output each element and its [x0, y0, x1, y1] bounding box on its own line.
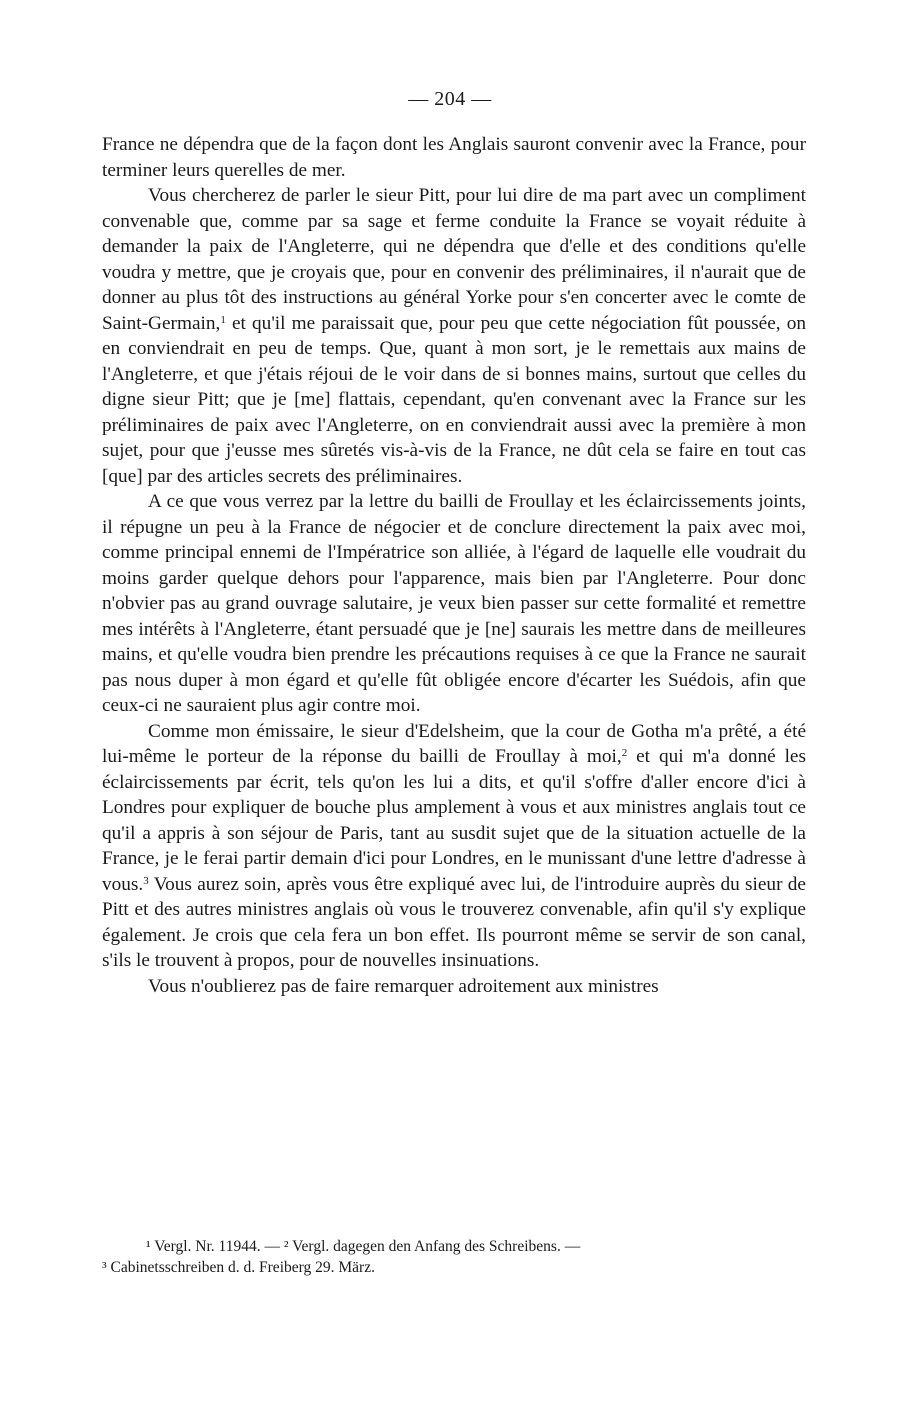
- paragraph: [102, 489, 806, 719]
- body-text: [102, 132, 806, 999]
- paragraph: [102, 183, 806, 489]
- footnote-marker: 1: [220, 313, 226, 326]
- page-number: — 204 —: [408, 88, 492, 110]
- text-run: et qu'il me paraissait que, pour peu que cette négociation fût poussée, on en conviendrait en peu de temps. Que, quant à mon sort, je le remettais aux mains de l'Angleterre, et que j'étais réjoui de le voir dans de si bonnes mains, surtout que celles du digne sieur Pitt; que je [me] flattais, cependant, qu'en convenant avec la France sur les préliminaires de paix avec l'Angleterre, on en conviendrait aussi avec la première à mon sujet, pour que j'eusse mes sûretés vis-à-vis de la France, ne dût cela se faire en tout cas [que] par des articles secrets des préliminaires.: [102, 312, 806, 487]
- text-run: Vous aurez soin, après vous être expliqué avec lui, de l'introduire auprès du sieur de Pitt et des autres ministres anglais où vous le trouverez convenable, afin qu'il s'y explique également. Je crois que cela fera un bon effet. Ils pourront même se servir de son canal, s'ils le trouvent à propos, pour de nouvelles insinuations.: [102, 873, 806, 971]
- text-run: A ce que vous verrez par la lettre du bailli de Froullay et les éclaircissements joints, il répugne un peu à la France de négocier et de conclure directement la paix avec moi, comme principal ennemi de l'Impératrice son alliée, à l'égard de laquelle elle voudrait du moins garder quelque dehors pour l'apparence, mais bien par l'Angleterre. Pour donc n'obvier pas au grand ouvrage salutaire, je veux bien passer sur cette formalité et remettre mes intérêts à l'Angleterre, étant persuadé que je [ne] saurais les mettre dans de meilleures mains, et qu'elle voudra bien prendre les précautions requises à ce que la France ne saurait pas nous duper à mon égard et qu'elle fût obligée encore d'écarter les Suédois, afin que ceux-ci ne sauraient plus agir contre moi.: [102, 491, 806, 716]
- footnote-line: ³ Cabinetsschreiben d. d. Freiberg 29. März.: [102, 1259, 375, 1276]
- footnote-line: ¹ Vergl. Nr. 11944. — ² Vergl. dagegen den Anfang des Schreibens. —: [146, 1238, 581, 1255]
- text-run: Vous n'oublierez pas de faire remarquer adroitement aux ministres: [148, 975, 659, 997]
- footnotes: [102, 1236, 806, 1278]
- text-run: Comme mon émissaire, le sieur d'Edelsheim, que la cour de Gotha m'a prêté, a été lui-même le porteur de la réponse du bailli de Froullay à moi,: [102, 720, 806, 767]
- text-run: France ne dépendra que de la façon dont les Anglais sauront convenir avec la France, pour terminer leurs querelles de mer.: [102, 134, 806, 181]
- paragraph: [102, 719, 806, 974]
- text-run: Vous chercherez de parler le sieur Pitt, pour lui dire de ma part avec un compliment convenable que, comme par sa sage et ferme conduite la France se voyait réduite à demander la paix de l'Angleterre, qui ne dépendra que d'elle et des conditions qu'elle voudra y mettre, que je croyais que, pour en convenir des préliminaires, il n'aurait que de donner au plus tôt des instructions au général Yorke pour s'en concerter avec le comte de Saint-Germain,: [102, 185, 806, 334]
- paragraph: [102, 974, 806, 1000]
- paragraph: [102, 132, 806, 183]
- footnote-marker: 2: [621, 747, 628, 759]
- footnote-marker: 3: [143, 874, 149, 887]
- text-run: et qui m'a donné les éclaircissements par écrit, tels qu'on les lui a dits, et qu'il s'offre d'aller encore d'ici à Londres pour expliquer de bouche plus amplement à vous et aux ministres anglais tout ce qu'il a appris à son séjour de Paris, tant au susdit sujet que de la situation actuelle de la France, je le ferai partir demain d'ici pour Londres, en le munissant d'une lettre d'adresse à vous.: [102, 746, 806, 895]
